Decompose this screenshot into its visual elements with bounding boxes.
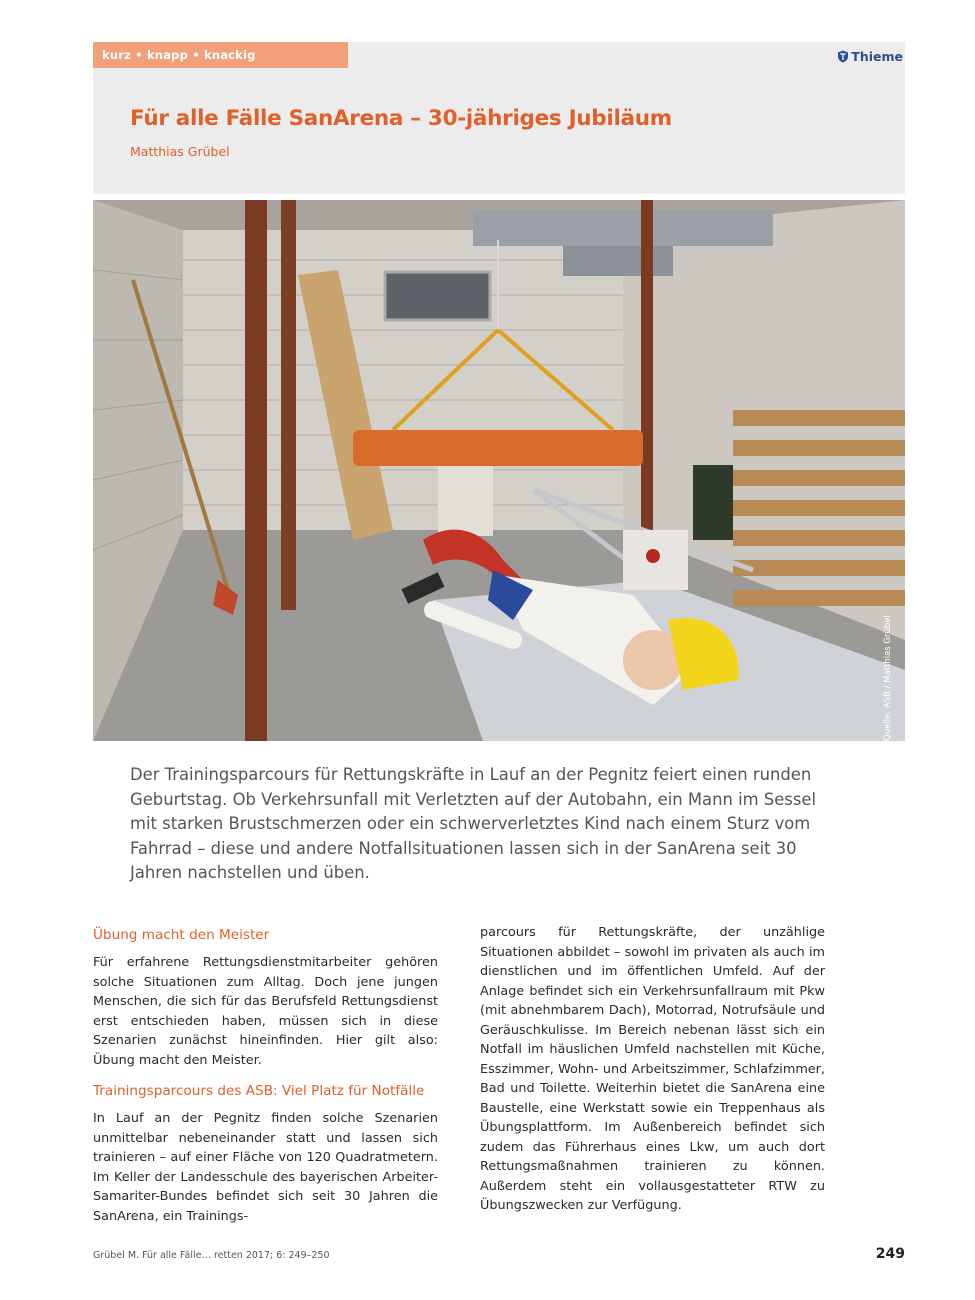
section-heading: Trainingsparcours des ASB: Viel Platz für Notfälle — [93, 1083, 425, 1099]
publisher-name: Thieme — [851, 48, 903, 64]
body-column-right — [480, 923, 825, 1230]
paragraph: In Lauf an der Pegnitz finden solche Szenarien unmittelbar nebeneinander statt und lassen sich trainieren – auf einer Fläche von 120 Quadratmetern. Im Keller der Landesschule des bayerischen Arbeiter-Samariter-Bundes befindet sich seit 30 Jahren die SanArena, ein Trainings- — [93, 1111, 438, 1224]
article-author: Matthias Grübel — [130, 144, 230, 159]
body-column-left — [93, 926, 438, 1240]
footer-citation: Grübel M. Für alle Fälle… retten 2017; 6: 249–250 — [93, 1250, 330, 1261]
lead-paragraph — [130, 763, 830, 886]
article-title: Für alle Fälle SanArena – 30-jähriges Jubiläum — [130, 106, 672, 131]
section-heading: Übung macht den Meister — [93, 927, 270, 943]
paragraph: Für erfahrene Rettungsdienstmitarbeiter gehören solche Situationen zum Alltag. Doch jene jungen Menschen, die sich für das Berufsfeld Rettungsdienst erst entschieden haben, müssen sich in diese Szenarien zunächst hineinfinden. Hier gilt also: Übung macht den Meister. — [93, 955, 438, 1068]
shield-icon — [837, 50, 849, 63]
publisher-logo — [837, 47, 903, 65]
photo-credit: Quelle: ASB / Matthias Grübel — [883, 615, 893, 741]
article-photo — [93, 200, 905, 741]
page-number: 249 — [875, 1246, 905, 1262]
lead-text: Der Trainingsparcours für Rettungskräfte in Lauf an der Pegnitz feiert einen runden Geburtstag. Ob Verkehrsunfall mit Verletzten auf der Autobahn, ein Mann im Sessel mit starken Brustschmerzen oder ein schwerverletztes Kind nach einem Sturz vom Fahrrad – diese und andere Notfallsituationen lassen sich in der SanArena seit 30 Jahren nachstellen und üben. — [130, 765, 817, 883]
series-tag: kurz • knapp • knackig — [93, 42, 348, 68]
paragraph: parcours für Rettungskräfte, der unzählige Situationen abbildet – sowohl im privaten als auch im dienstlichen und im öffentlichen Umfeld. Auf der Anlage befindet sich ein Verkehrsunfallraum mit Pkw (mit abnehmbarem Dach), Motorrad, Notrufsäule und Geräuschkulisse. Im Bereich nebenan lässt sich ein Notfall im häuslichen Umfeld nachstellen mit Küche, Esszimmer, Wohn- und Arbeitszimmer, Schlafzimmer, Bad und Toilette. Weiterhin bietet die SanArena eine Baustelle, eine Werkstatt sowie ein Treppenhaus als Übungsplattform. Im Außenbereich befindet sich zudem das Führerhaus eines Lkw, um auch dort Rettungsmaßnahmen trainieren zu können. Außerdem steht ein vollausgestatteter RTW zu Übungszwecken zur Verfügung. — [480, 925, 825, 1213]
